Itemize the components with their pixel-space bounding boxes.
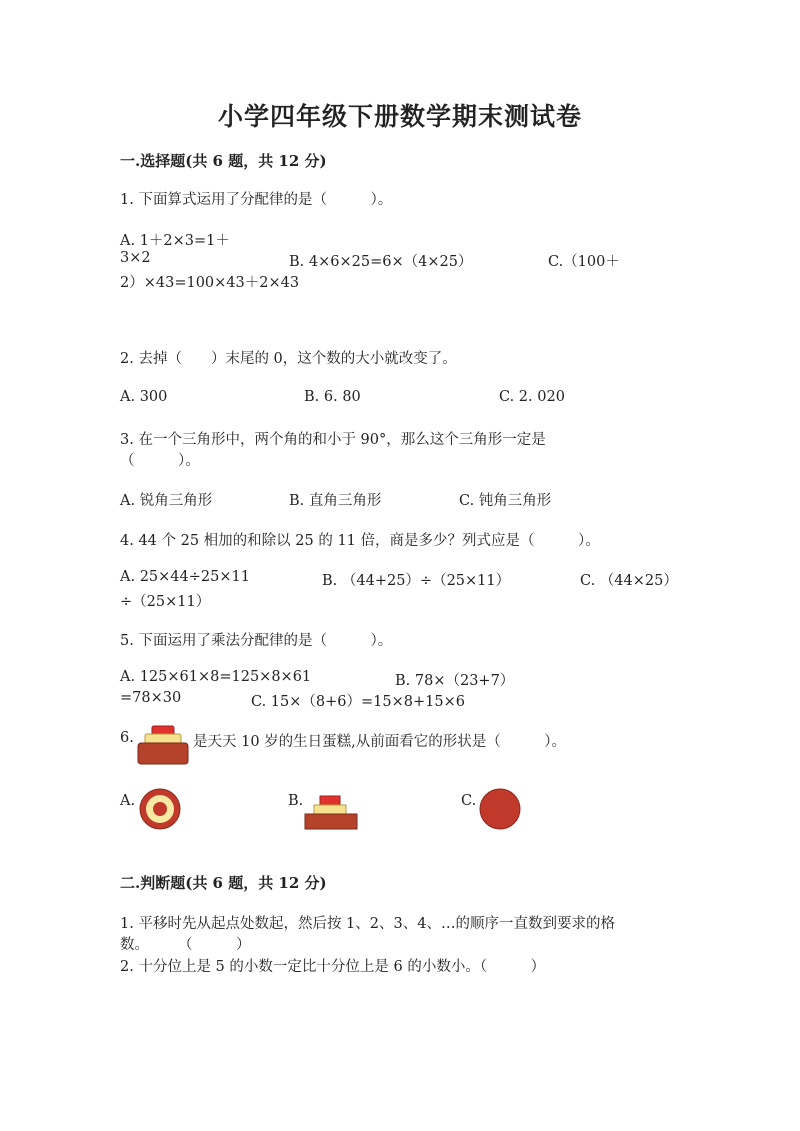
q1-option-b: B. 4×6×25=6×（4×25） (289, 254, 473, 270)
q1-option-c: C.（100＋ (548, 254, 620, 270)
q5-option-c: C. 15×（8+6）=15×8+15×6 (251, 694, 465, 710)
q6-stem: 是天天 10 岁的生日蛋糕,从前面看它的形状是（ ）。 (193, 734, 567, 750)
q4-option-c: C. （44×25） (580, 573, 678, 589)
stacked-layers-image (304, 795, 358, 831)
q2-option-a: A. 300 (120, 389, 168, 405)
q6-option-c-label: C. (461, 793, 477, 809)
q3-option-a: A. 锐角三角形 (120, 493, 213, 509)
q6-number: 6. (120, 730, 134, 746)
q4-option-a: A. 25×44÷25×11 (120, 569, 250, 585)
q4-option-c-cont: ÷（25×11） (120, 594, 211, 610)
q3-stem: 3. 在一个三角形中，两个角的和小于 90°，那么这个三角形一定是 (120, 432, 546, 448)
q4-option-b: B. （44+25）÷（25×11） (322, 573, 511, 589)
q1-stem: 1. 下面算式运用了分配律的是（ ）。 (120, 192, 393, 208)
q5-option-b: B. 78×（23+7） (395, 673, 515, 689)
q6-option-b-label: B. (288, 793, 304, 809)
solid-circle-image (478, 787, 522, 831)
judge-q1-cont: 数。 （ ） (120, 937, 251, 953)
q1-option-a: A. 1＋2×3=1＋ (120, 233, 230, 249)
q5-stem: 5. 下面运用了乘法分配律的是（ ）。 (120, 633, 393, 649)
q1-option-a-cont: 3×2 (120, 250, 151, 266)
q3-stem-cont: （ ）。 (120, 453, 200, 469)
judge-q2: 2. 十分位上是 5 的小数一定比十分位上是 6 的小数小。（ ） (120, 959, 546, 975)
birthday-cake-image (137, 724, 189, 766)
q2-stem: 2. 去掉（ ）末尾的 0，这个数的大小就改变了。 (120, 351, 457, 367)
q1-option-c-cont: 2）×43=100×43＋2×43 (120, 275, 300, 291)
q5-option-b-cont: =78×30 (120, 690, 182, 706)
q6-option-a-label: A. (120, 793, 136, 809)
q2-option-c: C. 2. 020 (499, 389, 565, 405)
q3-option-c: C. 钝角三角形 (459, 493, 552, 509)
q4-stem: 4. 44 个 25 相加的和除以 25 的 11 倍，商是多少？列式应是（ ）。 (120, 533, 600, 549)
judge-q1: 1. 平移时先从起点处数起，然后按 1、2、3、4、…的顺序一直数到要求的格 (120, 916, 615, 932)
section1-heading: 一.选择题(共 6 题，共 12 分) (120, 152, 327, 170)
q5-option-a: A. 125×61×8=125×8×61 (120, 669, 312, 685)
page-title: 小学四年级下册数学期末测试卷 (217, 102, 582, 131)
q3-option-b: B. 直角三角形 (289, 493, 382, 509)
section2-heading: 二.判断题(共 6 题，共 12 分) (120, 874, 327, 892)
q2-option-b: B. 6. 80 (304, 389, 361, 405)
concentric-circle-image (138, 787, 182, 831)
